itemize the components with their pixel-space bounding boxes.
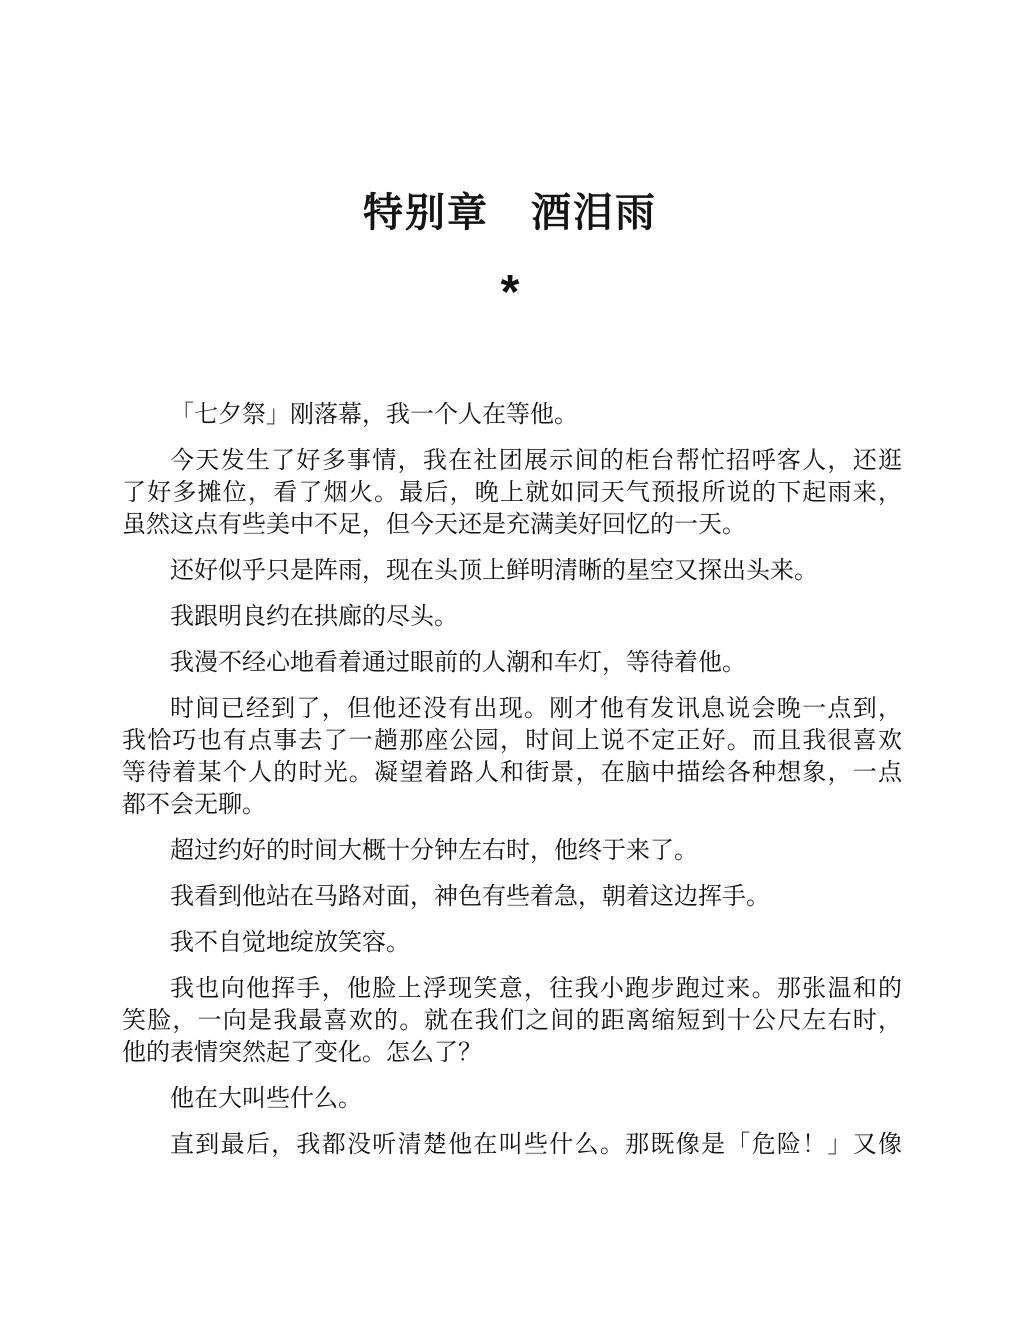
paragraph-line: 我跟明良约在拱廊的尽头。 bbox=[170, 602, 458, 630]
paragraph bbox=[122, 444, 902, 540]
paragraph-line: 了好多摊位，看了烟火。最后，晚上就如同天气预报所说的下起雨来， bbox=[122, 478, 902, 506]
section-separator: * bbox=[500, 266, 520, 319]
paragraph bbox=[122, 600, 902, 632]
paragraph-line: 我漫不经心地看着通过眼前的人潮和车灯，等待着他。 bbox=[170, 648, 746, 676]
paragraph-line: 「七夕祭」刚落幕，我一个人在等他。 bbox=[170, 400, 578, 428]
paragraph-line: 超过约好的时间大概十分钟左右时，他终于来了。 bbox=[170, 836, 698, 864]
paragraph-line: 时间已经到了，但他还没有出现。刚才他有发讯息说会晚一点到， bbox=[170, 694, 902, 722]
paragraph bbox=[122, 398, 902, 430]
paragraph-line: 等待着某个人的时光。凝望着路人和街景，在脑中描绘各种想象，一点 bbox=[122, 758, 902, 786]
paragraph bbox=[122, 1082, 902, 1114]
paragraph bbox=[122, 554, 902, 586]
paragraph-line: 虽然这点有些美中不足，但今天还是充满美好回忆的一天。 bbox=[122, 510, 746, 538]
paragraph-line: 我不自觉地绽放笑容。 bbox=[170, 928, 410, 956]
paragraph-line: 还好似乎只是阵雨，现在头顶上鲜明清晰的星空又探出头来。 bbox=[170, 556, 818, 584]
paragraph-line: 我看到他站在马路对面，神色有些着急，朝着这边挥手。 bbox=[170, 882, 770, 910]
paragraph bbox=[122, 1128, 902, 1160]
paragraph bbox=[122, 834, 902, 866]
paragraph bbox=[122, 926, 902, 958]
paragraph bbox=[122, 880, 902, 912]
chapter-body bbox=[122, 398, 902, 1174]
paragraph-line: 我恰巧也有点事去了一趟那座公园，时间上说不定正好。而且我很喜欢 bbox=[122, 726, 902, 754]
paragraph bbox=[122, 972, 902, 1068]
paragraph-line: 笑脸，一向是我最喜欢的。就在我们之间的距离缩短到十公尺左右时， bbox=[122, 1006, 902, 1034]
paragraph-line: 今天发生了好多事情，我在社团展示间的柜台帮忙招呼客人，还逛 bbox=[170, 446, 902, 474]
paragraph-line: 都不会无聊。 bbox=[122, 790, 266, 818]
paragraph-line: 我也向他挥手，他脸上浮现笑意，往我小跑步跑过来。那张温和的 bbox=[170, 974, 902, 1002]
chapter-title: 特别章 酒泪雨 bbox=[363, 188, 657, 236]
paragraph-line: 直到最后，我都没听清楚他在叫些什么。那既像是「危险！」又像 bbox=[170, 1130, 902, 1158]
paragraph bbox=[122, 692, 902, 820]
paragraph bbox=[122, 646, 902, 678]
paragraph-line: 他的表情突然起了变化。怎么了？ bbox=[122, 1038, 482, 1066]
paragraph-line: 他在大叫些什么。 bbox=[170, 1084, 362, 1112]
